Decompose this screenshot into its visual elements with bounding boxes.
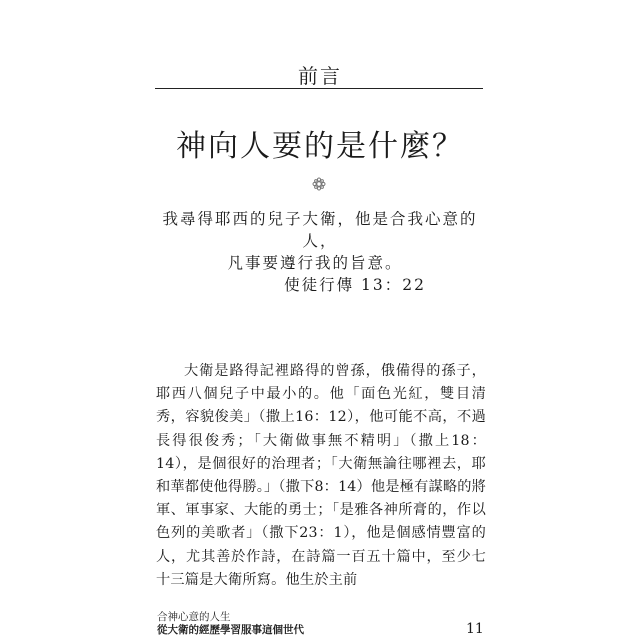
- epigraph: [150, 208, 490, 296]
- footer-book-title: 合神心意的人生: [157, 611, 231, 623]
- page-number: 11: [466, 621, 484, 637]
- epigraph-line-1: 我尋得耶西的兒子大衛，他是合我心意的人，: [162, 210, 478, 250]
- footer-book-subtitle: 從大衛的經歷學習服事這個世代: [157, 624, 304, 636]
- flower-ornament-icon: [312, 176, 326, 190]
- body-paragraph: 大衛是路得記裡路得的曾孫，俄備得的孫子，耶西八個兒子中最小的。他「面色光紅，雙目清秀，容貌俊美」（撒上16：12），他可能不高，不過長得很俊秀；「大衛做事無不精明」（撒上18：14），是個很好的治理者；「大衛無論往哪裡去，耶和華都使他得勝。」（撒下8：14）他是極有謀略的將軍、軍事家、大能的勇士；「是雅各神所膏的，作以色列的美歌者」（撒下23：1），他是個感情豐富的人，尤其善於作詩，在詩篇一百五十篇中，至少七十三篇是大衛所寫。他生於主前: [156, 363, 487, 588]
- header-rule: [155, 88, 483, 89]
- chapter-title: 神向人要的是什麼？: [176, 129, 464, 164]
- section-label: 前言: [298, 64, 342, 88]
- epigraph-line-2: 凡事要遵行我的旨意。: [227, 254, 403, 272]
- epigraph-citation: 使徒行傳 13：22: [284, 276, 426, 294]
- footer-book-info: [157, 611, 304, 637]
